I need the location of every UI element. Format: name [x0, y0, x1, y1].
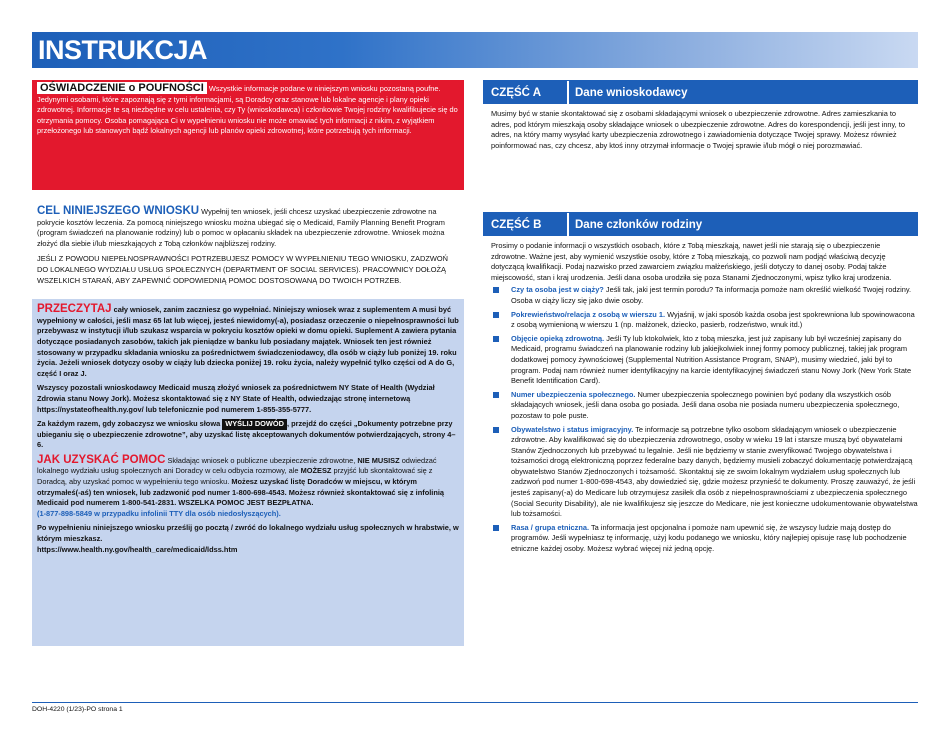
footer-rule [32, 702, 918, 703]
list-item-text: Jeśli tak, jaki jest termin porodu? Ta informacja pomoże nam określić wielkość Twojej rodziny. Osoba w ciąży liczy się jako dwie osoby. [511, 285, 912, 305]
purpose-text: Wypełnij ten wniosek, jeśli chcesz uzyskać ubezpieczenie zdrowotne na pokrycie kosztów leczenia. Za pomocą niniejszego wniosku można ubiegać się o Medicaid, Family Planning Benefit Program (program świadczeń na planowanie rodziny) lub o pomoc w opłacaniu składek na ubezpieczenie zdrowotne. Wniosek można złożyć dla siebie i/lub mieszkających z Tobą członków najbliższej rodziny. [37, 207, 445, 248]
submit-text: Po wypełnieniu niniejszego wniosku prześlij go pocztą / zwróć do lokalnego wydziału usług społecznych w hrabstwie, w którym mieszkasz. [37, 523, 459, 544]
bullet-square-icon [493, 427, 499, 433]
list-item-text: Wyjaśnij, w jaki sposób każda osoba jest spokrewniona lub spowinowacona z osobą wymienioną w wierszu 1 (np. małżonek, dziecko, pasierb, rodzeństwo, wnuk itd.) [511, 309, 915, 330]
list-item-label: Objęcie opieką zdrowotną. [511, 333, 605, 343]
part-a-label: CZĘŚĆ A [483, 81, 569, 104]
list-item [491, 310, 918, 331]
tty-line: (1-877-898-5849 w przypadku infolinii TTY dla osób niedosłyszących). [37, 508, 281, 518]
list-item-label: Rasa / grupa etniczna. [511, 522, 590, 532]
part-b-name: Dane członków rodziny [569, 213, 918, 236]
part-a-text: Musimy być w stanie skontaktować się z osobami składającymi wniosek o ubezpieczenie zdrowotne. Adres zamieszkania to adres, pod którym mieszkają osoby składające wniosek o ubezpieczenie zdrowotne. Adres do korespondencji, jeśli jest inny, to adres, na który mamy wysyłać karty ubezpieczenia zdrowotnego i zawiadomienia dotyczące Twojej sprawy. Możesz również poinformować nas, czy chcesz, aby ktoś inny otrzymał informacje o Twojej sprawie i/lub mógł o niej porozmawiać. [491, 109, 905, 150]
confidentiality-box [32, 80, 464, 190]
read-nysoh-text: Wszyscy pozostali wnioskodawcy Medicaid muszą złożyć wniosek za pośrednictwem NY State of Health (Wydział Zdrowia stanu Nowy Jork). Możesz skontaktować się z NY State of Health, odwiedzając stronę internetową https://nystateofhealth.ny.gov/ lub telefonicznie pod numerem 1-855-355-5777. [37, 383, 435, 414]
help-title: JAK UZYSKAĆ POMOC [37, 453, 166, 466]
list-item-label: Numer ubezpieczenia społecznego. [511, 389, 636, 399]
bullet-square-icon [493, 287, 499, 293]
right-column [483, 80, 918, 558]
list-item [491, 523, 918, 555]
left-column [32, 80, 464, 646]
list-item-text: Ta informacja jest opcjonalna i pomoże nam upewnić się, że wszyscy ludzie mają dostęp do programów. Jeśli wypełniasz tę informację, użyj kodu podanego we wniosku, który najlepiej opisuje rasę lub pochodzenie etniczne każdej osoby. Możesz wybrać więcej niż jedną opcję. [511, 522, 907, 554]
help-text-2: odwiedzać lokalnego wydziału usług społecznych ani Doradcy w celu odbycia rozmowy, ale [37, 455, 437, 476]
bullet-square-icon [493, 312, 499, 318]
ldss-url[interactable]: https://www.health.ny.gov/health_care/medicaid/ldss.htm [37, 544, 238, 554]
part-b-intro: Prosimy o podanie informacji o wszystkich osobach, które z Tobą mieszkają, nawet jeśli nie starają się o ubezpieczenie zdrowotne. Ważne jest, aby wymienić wszystkie osoby, które z Tobą mieszkają, co pozwoli nam podjąć właściwą decyzję dotyczącą kwalifikacji. Podaj nazwisko przed zawarciem związku małżeńskiego, jeśli dotyczy to danej osoby. Podaj także miejscowość, stan i kraj urodzenia. Jeśli dana osoba urodziła się poza Stanami Zjednoczonymi, wpisz tylko kraj urodzenia. [491, 241, 892, 282]
bullet-square-icon [493, 525, 499, 531]
part-a-header [483, 80, 918, 104]
read-help-box [32, 299, 464, 646]
list-item [491, 390, 918, 422]
list-item-text: Numer ubezpieczenia społecznego powinien być podany dla wszystkich osób składających wniosek, jeśli dana osoba go posiada. Jeśli dana osoba nie posiada numeru ubezpieczenia społecznego, pozostaw to pole puste. [511, 389, 900, 420]
confidentiality-title: OŚWIADCZENIE o POUFNOŚCI [37, 82, 207, 94]
footer-code: DOH-4220 (1/23)-PO strona 1 [32, 706, 123, 713]
help-text-4: Możesz uzyskać listę Doradców w miejscu, w którym otrzymałeś(-aś) ten wniosek, lub zadzwonić pod numer 1-800-698-4543. Możesz również skontaktować się z infolinią Medicaid pod numerem 1-800-541-2831. WSZELKA POMOC JEST BEZPŁATNA. [37, 477, 445, 508]
purpose-title: CEL NINIEJSZEGO WNIOSKU [37, 205, 200, 217]
list-item [491, 425, 918, 520]
list-item-text: Te informacje są potrzebne tylko osobom składającym wniosek o ubezpieczenie zdrowotne. Aby kwalifikować się do ubezpieczenia zdrowotnego, osoby w wieku 19 lat i starsze muszą być obywatelami Stanów Zjednoczonych lub przebywać tu legalnie. Jeśli nie będziemy w stanie zweryfikować Twojego obywatelstwa i tożsamości drogą elektroniczną poprzez federalne bazy danych, będziemy musieli zobaczyć dokumentację potwierdzającą obywatelstwo Stanów Zjednoczonych i tożsamość. Skontaktuj się ze swoim lokalnym wydziałem usług społecznych lub zadzwoń pod numer 1-800-698-4543, aby dowiedzieć się, gdzie możesz przynieść te dokumenty. Proszę zauważyć, że jeśli jesteś zapisany(-a) do Medicare lub otrzymujesz zasiłek dla osób z niepełnosprawnościami z ubezpieczenia społecznego (Social Security Disability), ale nie kwalifikujesz się jeszcze do Medicare, nie jest konieczne udokumentowanie obywatelstwa lub tożsamości. [511, 424, 918, 519]
list-item-label: Pokrewieństwo/relacja z osobą w wierszu 1. [511, 309, 666, 319]
send-proof-text-a: Za każdym razem, gdy zobaczysz we wniosku słowa [37, 419, 221, 429]
list-item-text: Jeśli Ty lub ktokolwiek, kto z tobą mieszka, jest już zapisany lub był wcześniej zapisany do Medicaid, programu świadczeń na planowanie rodziny lub jakiejkolwiek innej formy pomocy publicznej, takiej jak program dodatkowej pomocy żywnościowej (Supplemental Nutrition Assistance Program, SNAP), musimy wiedzieć, jaki był to program. Podaj nam również numer identyfikacyjny na karcie identyfikacyjnej świadczeń stanu Nowy Jork (New York State Benefit Identification Card). [511, 333, 912, 386]
read-title: PRZECZYTAJ [37, 303, 112, 316]
list-item-label: Obywatelstwo i status imigracyjny. [511, 424, 634, 434]
purpose-section [32, 203, 464, 286]
list-item [491, 285, 918, 306]
disability-notice: JEŚLI Z POWODU NIEPEŁNOSPRAWNOŚCI POTRZEBUJESZ POMOCY W WYPEŁNIENIU TEGO WNIOSKU, ZADZWOŃ DO LOKALNEGO WYDZIAŁU USŁUG SPOŁECZNYCH (DEPARTMENT OF SOCIAL SERVICES). PRACOWNICY DOŁOŻĄ WSZELKICH STARAŃ, ABY ZAPEWNIĆ ODPOWIEDNIĄ POMOC DOSTOSOWANĄ DO TWOICH POTRZEB. [37, 254, 448, 285]
confidentiality-text: Wszystkie informacje podane w niniejszym wniosku pozostaną poufne. Jedynymi osobami, które zapoznają się z tymi informacjami, są Doradcy oraz stanowe lub lokalne agencje i plany opieki zdrowotnej. Informacje te są niezbędne w celu ustalenia, czy Ty (wnioskodawca) i członkowie Twojej rodziny kwalifikujecie się do otrzymania pomocy. Osoba pomagająca Ci w wypełnieniu wniosku nie może omawiać tych informacji z nikim, z wyjątkiem przełożonego lub stanowych bądź lokalnych agencji lub planów opieki zdrowotnej, które potrzebują tych informacji. [37, 84, 458, 136]
list-item-label: Czy ta osoba jest w ciąży? [511, 285, 604, 295]
page-title: INSTRUKCJA [38, 35, 208, 65]
read-text: cały wniosek, zanim zaczniesz go wypełniać. Niniejszy wniosek wraz z suplementem A musi być wypełniony w całości, jeśli masz 65 lat lub więcej, jesteś niewidomy(-a), posiadasz orzeczenie o niepełnosprawności lub przebywasz w instytucji i/lub szukasz wsparcia w pokryciu kosztów opieki w domu opieki. Suplement A zawiera pytania dotyczące posiadanych zasobów, takich jak pieniądze w banku lub posiadany majątek. Wniosek ten jest również stosowany w przypadku składania wniosku za pośrednictwem świadczeniodawcy, dla osób w ciąży lub poniżej 19. roku życia. Jeżeli wniosek dotyczy osoby w ciąży lub dziecka poniżej 19. roku życia, należy wypełnić tylko części od A do G, część I oraz J. [37, 305, 459, 378]
part-b-list [483, 285, 918, 554]
page-header [32, 32, 918, 68]
bullet-square-icon [493, 392, 499, 398]
part-b-header [483, 212, 918, 236]
help-text-2-bold: MOŻESZ [300, 466, 332, 476]
help-text-1-bold: NIE MUSISZ [357, 455, 400, 465]
bullet-square-icon [493, 336, 499, 342]
part-b-label: CZĘŚĆ B [483, 213, 569, 236]
list-item [491, 334, 918, 387]
part-a-name: Dane wnioskodawcy [569, 81, 918, 104]
send-proof-text-b: , przejdź do części „Dokumenty potrzebne przy ubieganiu się o ubezpieczenie zdrowotne”, aby uzyskać listę akceptowanych dokumentów potwierdzających, strony 4–6. [37, 419, 456, 450]
help-text-3: przyjść lub skontaktować się z Doradcą, aby uzyskać pomoc w wypełnieniu tego wniosku. [37, 466, 433, 487]
send-proof-badge: WYŚLIJ DOWÓD [222, 419, 287, 430]
help-text-1: Składając wniosek o publiczne ubezpieczenie zdrowotne, [167, 455, 356, 465]
